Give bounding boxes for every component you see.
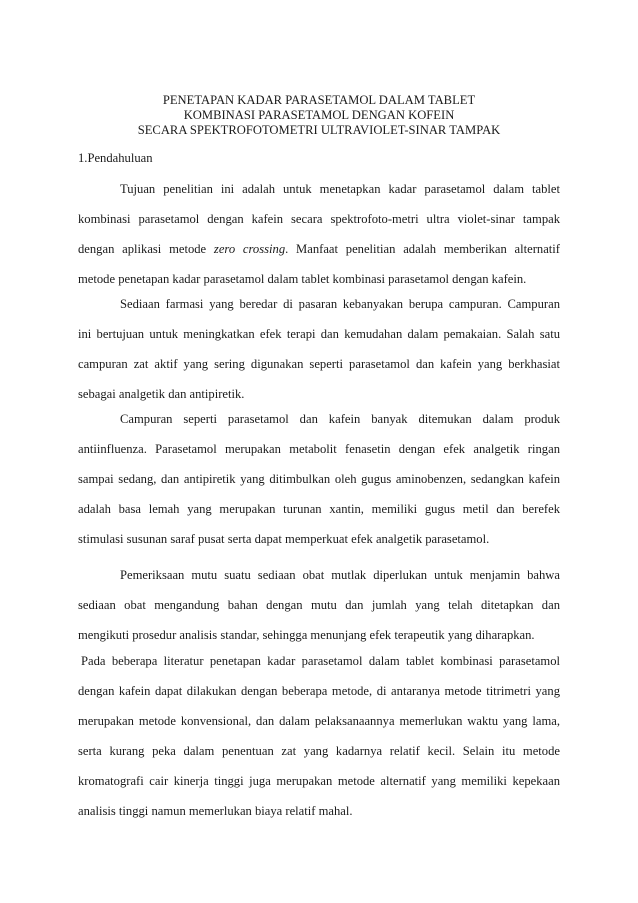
paragraph-3 (78, 404, 560, 554)
paragraph-1 (78, 174, 560, 294)
paragraph-line: sampai sedang, dan antipiretik yang ditimbulkan oleh gugus aminobenzen, sedangkan kafein (78, 472, 560, 486)
paragraph-line: dengan kafein dapat dilakukan dengan beberapa metode, di antaranya metode titrimetri yang (78, 684, 560, 698)
paragraph-4 (78, 560, 560, 650)
paragraph-line: Campuran seperti parasetamol dan kafein banyak ditemukan dalam produk (120, 412, 560, 426)
paragraph-line (78, 234, 560, 264)
paragraph-line: Pemeriksaan mutu suatu sediaan obat mutlak diperlukan untuk menjamin bahwa (120, 568, 560, 582)
paragraph-line: kombinasi parasetamol dengan kafein secara spektrofoto-metri ultra violet-sinar tampak (78, 212, 560, 226)
paragraph-line: kromatografi cair kinerja tinggi juga merupakan metode alternatif yang memiliki kepekaan (78, 774, 560, 788)
italic-term: zero crossing (213, 242, 286, 256)
paragraph-line: mengikuti prosedur analisis standar, sehingga menunjang efek terapeutik yang diharapkan. (78, 628, 535, 642)
paragraph-line: Sediaan farmasi yang beredar di pasaran kebanyakan berupa campuran. Campuran (120, 297, 560, 311)
paragraph-line: sebagai analgetik dan antipiretik. (78, 387, 245, 401)
paragraph-line: Pada beberapa literatur penetapan kadar parasetamol dalam tablet kombinasi parasetamol (81, 654, 560, 668)
paragraph-line: Tujuan penelitian ini adalah untuk menetapkan kadar parasetamol dalam tablet (120, 182, 560, 196)
paragraph-line: campuran zat aktif yang sering digunakan seperti parasetamol dan kafein yang berkhasiat (78, 357, 560, 371)
paragraph-line: serta kurang peka dalam penentuan zat yang kadarnya relatif kecil. Selain itu metode (78, 744, 560, 758)
title-line-2: KOMBINASI PARASETAMOL DENGAN KOFEIN (183, 108, 455, 122)
title-line-3: SECARA SPEKTROFOTOMETRI ULTRAVIOLET-SINAR TAMPAK (137, 123, 501, 137)
document-title (0, 93, 638, 138)
paragraph-line: merupakan metode konvensional, dan dalam pelaksanaannya memerlukan waktu yang lama, (78, 714, 560, 728)
paragraph-line: analisis tinggi namun memerlukan biaya relatif mahal. (78, 804, 353, 818)
paragraph-line: sediaan obat mengandung bahan dengan mutu dan jumlah yang telah ditetapkan dan (78, 598, 560, 612)
paragraph-line: antiinfluenza. Parasetamol merupakan metabolit fenasetin dengan efek analgetik ringan (78, 442, 560, 456)
paragraph-5 (78, 646, 560, 826)
line-text: dengan aplikasi metode (78, 242, 214, 256)
paragraph-line: ini bertujuan untuk meningkatkan efek terapi dan kemudahan dalam pemakaian. Salah satu (78, 327, 560, 341)
line-text: . Manfaat penelitian adalah memberikan alternatif (285, 242, 560, 256)
title-line-1: PENETAPAN KADAR PARASETAMOL DALAM TABLET (162, 93, 476, 107)
paragraph-2 (78, 289, 560, 409)
paragraph-line: stimulasi susunan saraf pusat serta dapat memperkuat efek analgetik parasetamol. (78, 532, 490, 546)
paragraph-line: metode penetapan kadar parasetamol dalam tablet kombinasi parasetamol dengan kafein. (78, 272, 527, 286)
section-heading: 1.Pendahuluan (78, 151, 153, 165)
paragraph-line: adalah basa lemah yang merupakan turunan xantin, memiliki gugus metil dan berefek (78, 502, 560, 516)
